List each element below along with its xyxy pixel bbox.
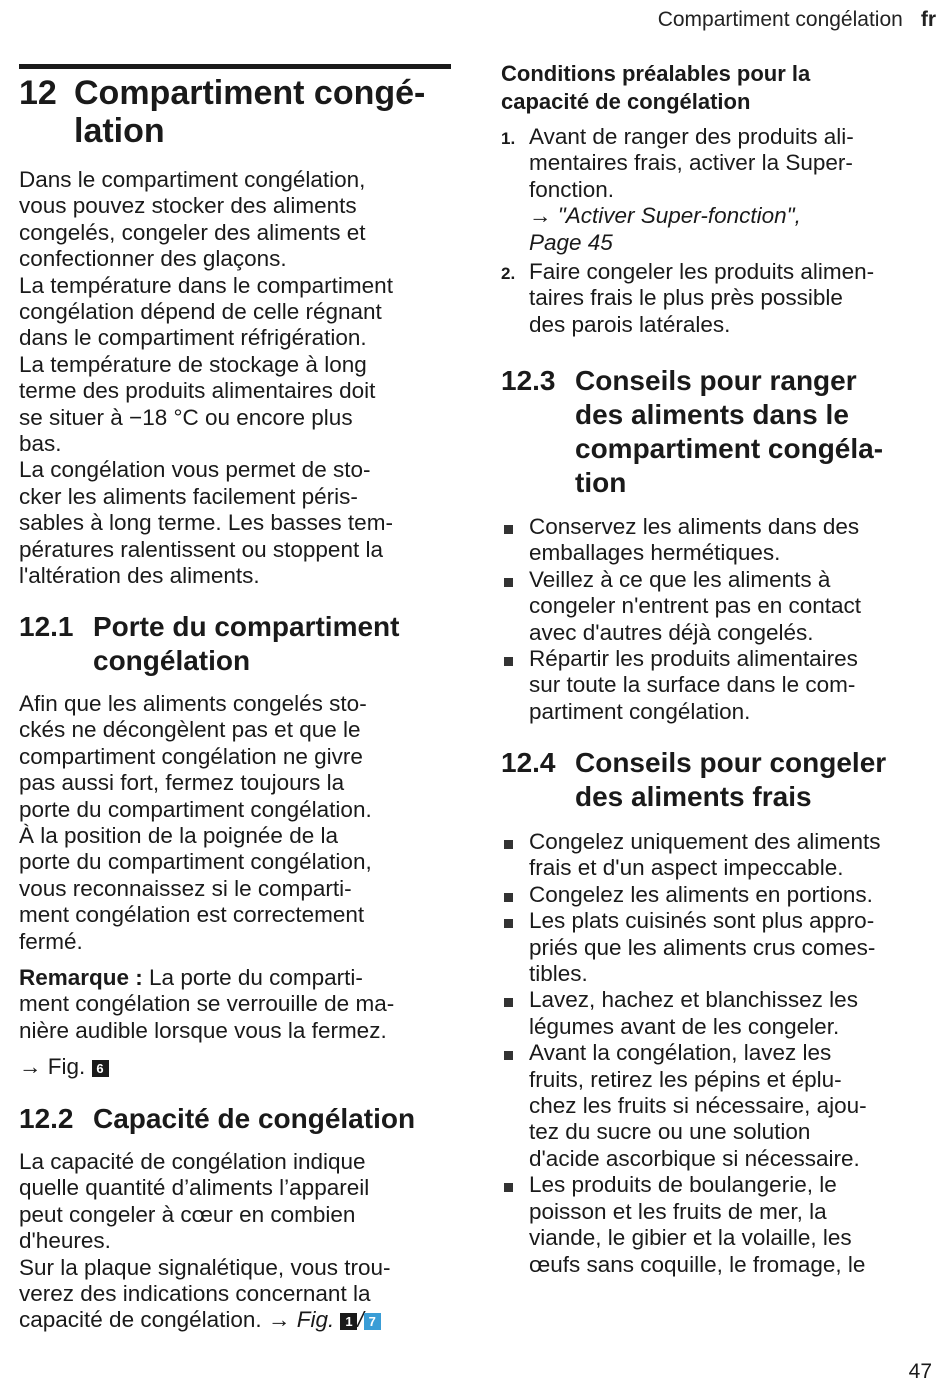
figure-number-badge: 6 — [92, 1060, 109, 1077]
bullet-square-icon — [504, 840, 513, 849]
section-number: 12.1 — [19, 611, 74, 642]
note: Remarque : La porte du comparti- ment congélation se verrouille de ma- nière audible lorsque vous la fermez. — [19, 965, 395, 1043]
figure-number-badge: 1 — [340, 1313, 357, 1330]
paragraph: Dans le compartiment congélation, vous pouvez stocker des aliments congelés, congeler des aliments et confectionner des glaçons. — [19, 167, 366, 272]
section-12-1-heading — [19, 610, 451, 678]
list-item: Congelez les aliments en portions. — [501, 882, 941, 908]
bullet-square-icon — [504, 525, 513, 534]
list-item: Avant la congélation, lavez les fruits, retirez les pépins et éplu- chez les fruits si nécessaire, ajou- tez du sucre ou une solution d'acide ascorbique si nécessaire. — [501, 1040, 941, 1172]
bullet-square-icon — [504, 893, 513, 902]
bullet-square-icon — [504, 1183, 513, 1192]
section-title: Capacité de congélation — [93, 1103, 416, 1134]
running-header — [658, 8, 936, 32]
paragraph: La capacité de congélation indique quelle quantité d’aliments l’appareil peut congeler à cœur en combien d'heures. — [19, 1149, 370, 1254]
bullet-square-icon — [504, 919, 513, 928]
list-item: Conservez les aliments dans des emballages hermétiques. — [501, 514, 936, 567]
section-12-3-heading — [501, 364, 936, 500]
section-number: 12 — [19, 74, 57, 112]
section-number: 12.2 — [19, 1103, 74, 1134]
list-item: Répartir les produits alimentaires sur toute la surface dans le com- partiment congélation. — [501, 646, 936, 725]
paragraph: Sur la plaque signalétique, vous trou- verez des indications concernant la capacité de congélation. → Fig. 1 / 7 — [19, 1254, 391, 1333]
bullet-square-icon — [504, 998, 513, 1007]
header-lang: fr — [920, 8, 936, 31]
conditions-steps — [501, 124, 936, 338]
section-12-heading — [19, 74, 451, 150]
header-title: Compartiment congélation — [657, 8, 903, 31]
list-item: Veillez à ce que les aliments à congeler n'entrent pas en contact avec d'autres déjà congelés. — [501, 567, 936, 646]
page-number: 47 — [908, 1360, 932, 1383]
section-12-2-body — [19, 1149, 451, 1334]
section-title: Conseils pour congeler des aliments frais — [575, 747, 887, 812]
section-number: 12.4 — [501, 747, 556, 778]
section-title: Compartiment congé- lation — [74, 74, 426, 150]
list-item: Les produits de boulangerie, le poisson et les fruits de mer, la viande, le gibier et la volaille, les œufs sans coquille, le fromage, le — [501, 1172, 941, 1278]
bullet-square-icon — [504, 657, 513, 666]
section-title: Porte du compartiment congélation — [93, 611, 400, 676]
paragraph: La température dans le compartiment congélation dépend de celle régnant dans le compartiment réfrigération. — [19, 272, 393, 351]
section-rule — [19, 64, 451, 69]
list-item: Congelez uniquement des aliments frais et d'un aspect impeccable. — [501, 829, 941, 882]
section-12-2-heading — [19, 1102, 451, 1136]
paragraph: La température de stockage à long terme des produits alimentaires doit se situer à −18 °C ou encore plus bas. — [19, 351, 376, 457]
page-reference: → "Activer Super-fonction", — [529, 203, 801, 229]
figure-number-badge: 7 — [364, 1313, 381, 1330]
section-12-3-list — [501, 514, 936, 725]
list-item: 1. Avant de ranger des produits ali- mentaires frais, activer la Super- fonction. → "Activer Super-fonction", Page 45 — [501, 124, 854, 255]
section-number: 12.3 — [501, 365, 556, 396]
list-item: Lavez, hachez et blanchissez les légumes avant de les congeler. — [501, 987, 941, 1040]
section-12-body — [19, 167, 451, 590]
section-12-4-list — [501, 829, 941, 1278]
figure-reference: → Fig. 6 — [19, 1054, 451, 1080]
section-12-4-heading — [501, 746, 936, 814]
list-item: Les plats cuisinés sont plus appro- priés que les aliments crus comes- tibles. — [501, 908, 941, 987]
paragraph: Afin que les aliments congelés sto- ckés ne décongèlent pas et que le compartiment congélation ne givre pas aussi fort, fermez toujours la porte du compartiment congélation. À la position de la poignée de la porte du compartiment congélation, vous reconnaissez si le comparti- ment congélation est correctement fermé. — [19, 691, 372, 954]
conditions-heading: Conditions préalables pour la capacité de congélation — [501, 61, 811, 114]
note-label: Remarque : — [19, 965, 143, 991]
bullet-square-icon — [504, 578, 513, 587]
section-title: Conseils pour ranger des aliments dans le compartiment congéla- tion — [575, 365, 884, 498]
list-item: 2. Faire congeler les produits alimen- taires frais le plus près possible des parois latérales. — [501, 259, 875, 337]
paragraph: La congélation vous permet de sto- cker les aliments facilement péris- sables à long terme. Les basses tem- pératures ralentissent ou stoppent la l'altération des aliments. — [19, 457, 393, 589]
bullet-square-icon — [504, 1051, 513, 1060]
section-12-1-body — [19, 691, 451, 1081]
